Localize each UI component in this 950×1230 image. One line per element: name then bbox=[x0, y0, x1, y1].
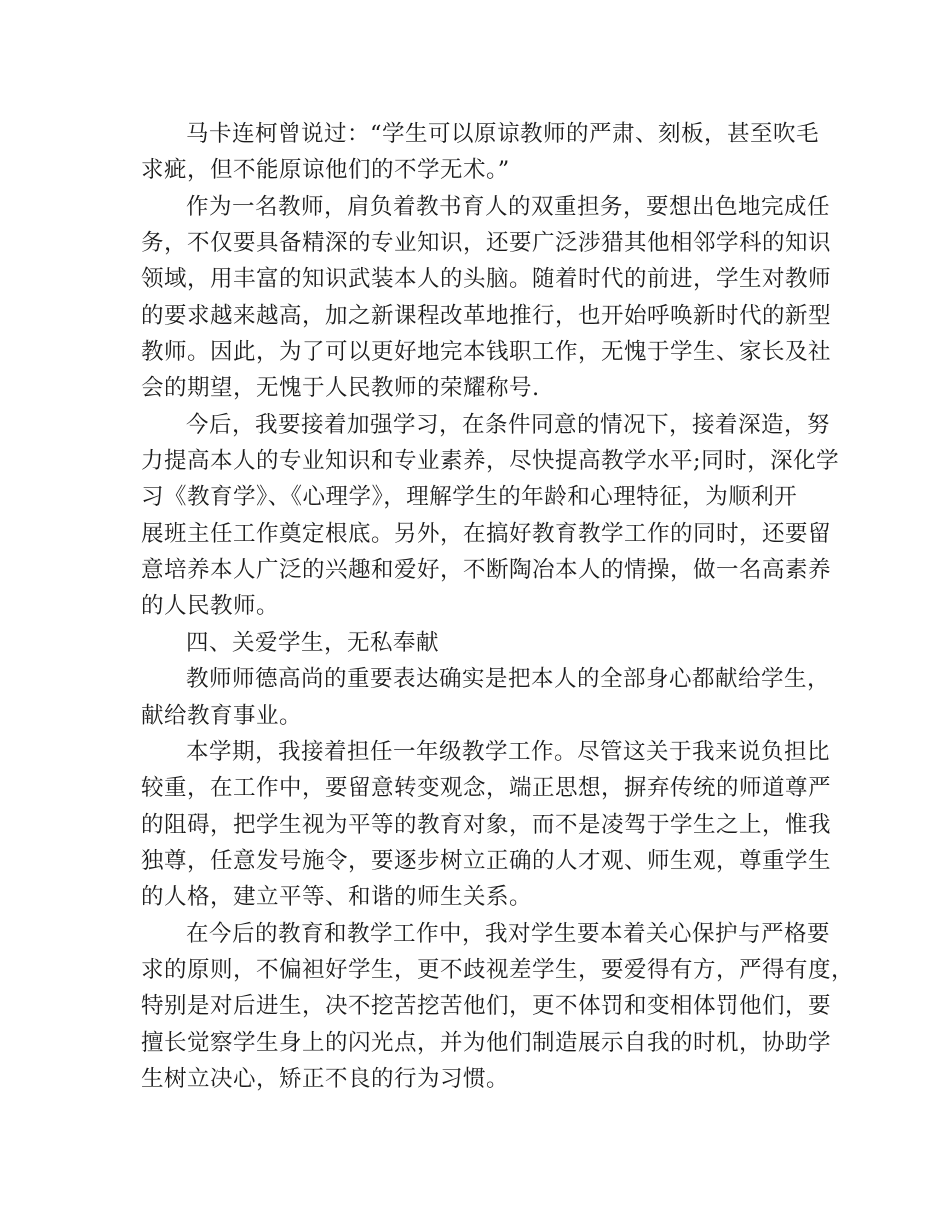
text-line: 特别是对后进生，决不挖苦挖苦他们，更不体罚和变相体罚他们，要 bbox=[141, 993, 832, 1020]
text-line: 较重，在工作中，要留意转变观念，端正思想，摒弃传统的师道尊严 bbox=[141, 775, 832, 802]
text-line: 求疵，但不能原谅他们的不学无术。” bbox=[141, 157, 510, 184]
text-line: 务，不仅要具备精深的专业知识，还要广泛涉猎其他相邻学科的知识 bbox=[141, 230, 832, 257]
text-line: 在今后的教育和教学工作中，我对学生要本着关心保护与严格要 bbox=[186, 920, 831, 947]
text-line: 的要求越来越高，加之新课程改革地推行，也开始呼唤新时代的新型 bbox=[141, 302, 832, 329]
text-line: 求的原则，不偏袒好学生，更不歧视差学生，要爱得有方，严得有度， bbox=[141, 956, 855, 983]
text-line: 马卡连柯曾说过：“学生可以原谅教师的严肃、刻板，甚至吹毛 bbox=[186, 121, 820, 147]
text-line: 的阻碍，把学生视为平等的教育对象，而不是凌驾于学生之上，惟我 bbox=[141, 811, 832, 838]
text-line: 教师。因此，为了可以更好地完本钱职工作，无愧于学生、家长及社 bbox=[141, 339, 832, 366]
text-line: 本学期，我接着担任一年级教学工作。尽管这关于我来说负担比 bbox=[186, 738, 831, 765]
text-line: 今后，我要接着加强学习，在条件同意的情况下，接着深造，努 bbox=[186, 411, 831, 438]
text-line: 擅长觉察学生身上的闪光点，并为他们制造展示自我的时机，协助学 bbox=[141, 1029, 832, 1056]
text-line: 作为一名教师，肩负着教书育人的双重担务，要想出色地完成任 bbox=[186, 193, 831, 220]
text-line: 四、关爱学生，无私奉献 bbox=[186, 629, 440, 656]
text-line: 会的期望，无愧于人民教师的荣耀称号. bbox=[141, 375, 540, 402]
text-line: 领域，用丰富的知识武装本人的头脑。随着时代的前进，学生对教师 bbox=[141, 266, 832, 293]
text-line: 的人民教师。 bbox=[141, 593, 280, 620]
text-line: 习《教育学》、《心理学》，理解学生的年龄和心理特征，为顺利开 bbox=[141, 484, 798, 511]
text-line: 生树立决心，矫正不良的行为习惯。 bbox=[141, 1065, 510, 1092]
text-line: 展班主任工作奠定根底。另外，在搞好教育教学工作的同时，还要留 bbox=[141, 520, 832, 547]
text-line: 的人格，建立平等、和谐的师生关系。 bbox=[141, 884, 533, 911]
text-line: 力提高本人的专业知识和专业素养，尽快提高教学水平;同时，深化学 bbox=[141, 448, 840, 475]
document-body bbox=[141, 116, 855, 1097]
text-line: 教师师德高尚的重要表达确实是把本人的全部身心都献给学生， bbox=[186, 666, 831, 693]
text-line: 独尊，任意发号施令，要逐步树立正确的人才观、师生观，尊重学生 bbox=[141, 847, 832, 874]
text-line: 意培养本人广泛的兴趣和爱好，不断陶冶本人的情操，做一名高素养 bbox=[141, 557, 832, 584]
text-line: 献给教育事业。 bbox=[141, 702, 303, 729]
